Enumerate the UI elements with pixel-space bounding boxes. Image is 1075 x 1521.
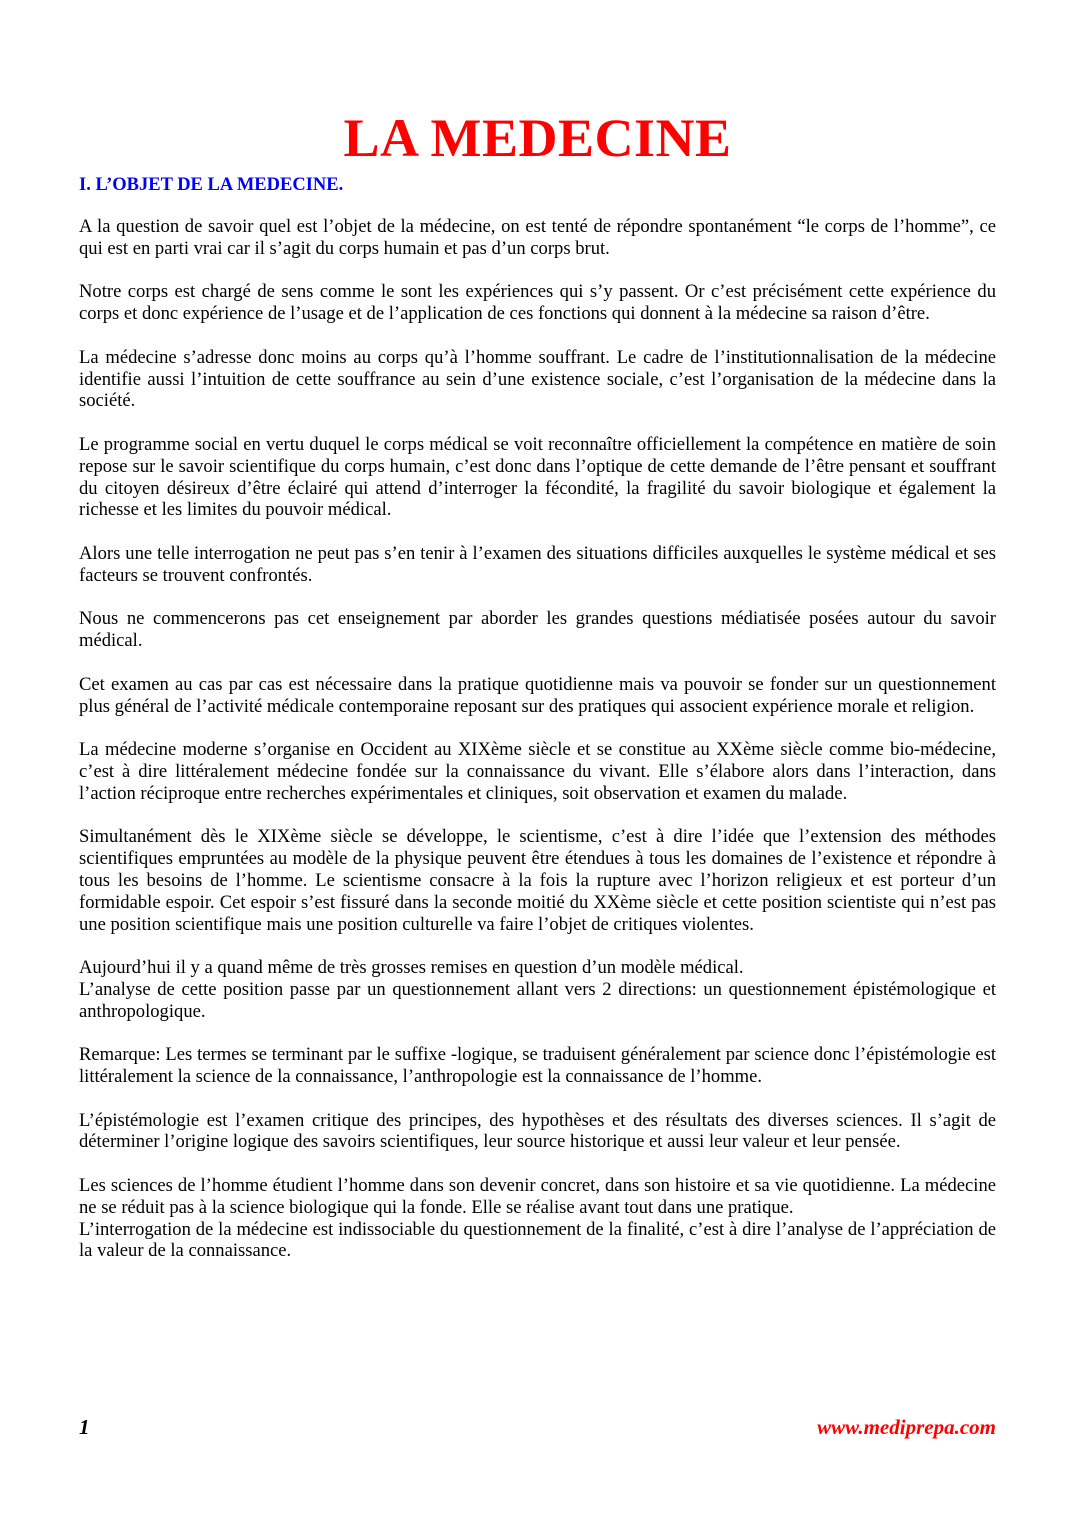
page-title: LA MEDECINE xyxy=(343,108,732,169)
website-link[interactable]: www.mediprepa.com xyxy=(817,1415,996,1439)
paragraph: A la question de savoir quel est l’objet de la médecine, on est tenté de répondre spontanément “le corps de l’homme”, ce qui est en parti vrai car il s’agit du corps humain et pas d’un corps brut. xyxy=(79,216,996,259)
paragraph: Nous ne commencerons pas cet enseignement par aborder les grandes questions médiatisée posées autour du savoir médical. xyxy=(79,608,996,652)
paragraph: La médecine s’adresse donc moins au corps qu’à l’homme souffrant. Le cadre de l’institutionnalisation de la médecine identifie aussi l’intuition de cette souffrance au sein d’une existence sociale, c’est l’organisation de la médecine dans la société. xyxy=(79,346,996,412)
paragraph: L’épistémologie est l’examen critique des principes, des hypothèses et des résultats des diverses sciences. Il s’agit de déterminer l’origine logique des savoirs scientifiques, leur source historique et aussi leur valeur et leur pensée. xyxy=(79,1109,996,1153)
section-heading: I. L’OBJET DE LA MEDECINE. xyxy=(79,175,344,195)
paragraph: L’interrogation de la médecine est indissociable du questionnement de la finalité, c’est à dire l’analyse de l’appréciation de la valeur de la connaissance. xyxy=(79,1218,996,1262)
paragraph: Le programme social en vertu duquel le corps médical se voit reconnaître officiellement la compétence en matière de soin repose sur le savoir scientifique du corps humain, c’est donc dans l’optique de cette demande de l’être pensant et souffrant du citoyen désireux d’être éclairé qui attend d’interroger la fécondité, la fragilité du savoir biologique et également la richesse et les limites du pouvoir médical. xyxy=(79,433,996,521)
page-number: 1 xyxy=(79,1415,90,1439)
body-text xyxy=(79,216,996,1262)
paragraph: Les sciences de l’homme étudient l’homme dans son devenir concret, dans son histoire et sa vie quotidienne. La médecine ne se réduit pas à la science biologique qui la fonde. Elle se réalise avant tout dans une pratique. xyxy=(79,1175,996,1218)
paragraph: Simultanément dès le XIXème siècle se développe, le scientisme, c’est à dire l’idée que l’extension des méthodes scientifiques empruntées au modèle de la physique peuvent être étendues à tous les domaines de l’existence et répondre à tous les besoins de l’homme. Le scientisme consacre à la fois la rupture avec l’horizon religieux et est porteur d’un formidable espoir. Cet espoir s’est fissuré dans la seconde moitié du XXème siècle et cette position scientiste qui n’est pas une position scientifique mais une position culturelle va faire l’objet de critiques violentes. xyxy=(79,826,996,935)
paragraph: Aujourd’hui il y a quand même de très grosses remises en question d’un modèle médical. xyxy=(79,957,744,979)
paragraph: Remarque: Les termes se terminant par le suffixe -logique, se traduisent généralement par science donc l’épistémologie est littéralement la science de la connaissance, l’anthropologie est la connaissance de l’homme. xyxy=(79,1044,996,1088)
paragraph: Notre corps est chargé de sens comme le sont les expériences qui s’y passent. Or c’est précisément cette expérience du corps et donc expérience de l’usage et de l’application de ces fonctions qui donnent à la médecine sa raison d’être. xyxy=(79,281,996,325)
paragraph: Alors une telle interrogation ne peut pas s’en tenir à l’examen des situations difficiles auxquelles le système médical et ses facteurs se trouvent confrontés. xyxy=(79,542,996,586)
paragraph: L’analyse de cette position passe par un questionnement allant vers 2 directions: un questionnement épistémologique et anthropologique. xyxy=(79,978,996,1022)
paragraph: La médecine moderne s’organise en Occident au XIXème siècle et se constitue au XXème siècle comme bio-médecine, c’est à dire littéralement médecine fondée sur la connaissance du vivant. Elle s’élabore alors dans l’interaction, dans l’action réciproque entre recherches expérimentales et cliniques, soit observation et examen du malade. xyxy=(79,739,996,804)
paragraph: Cet examen au cas par cas est nécessaire dans la pratique quotidienne mais va pouvoir se fonder sur un questionnement plus général de l’activité médicale contemporaine reposant sur des pratiques qui associent expérience morale et religion. xyxy=(79,673,996,717)
